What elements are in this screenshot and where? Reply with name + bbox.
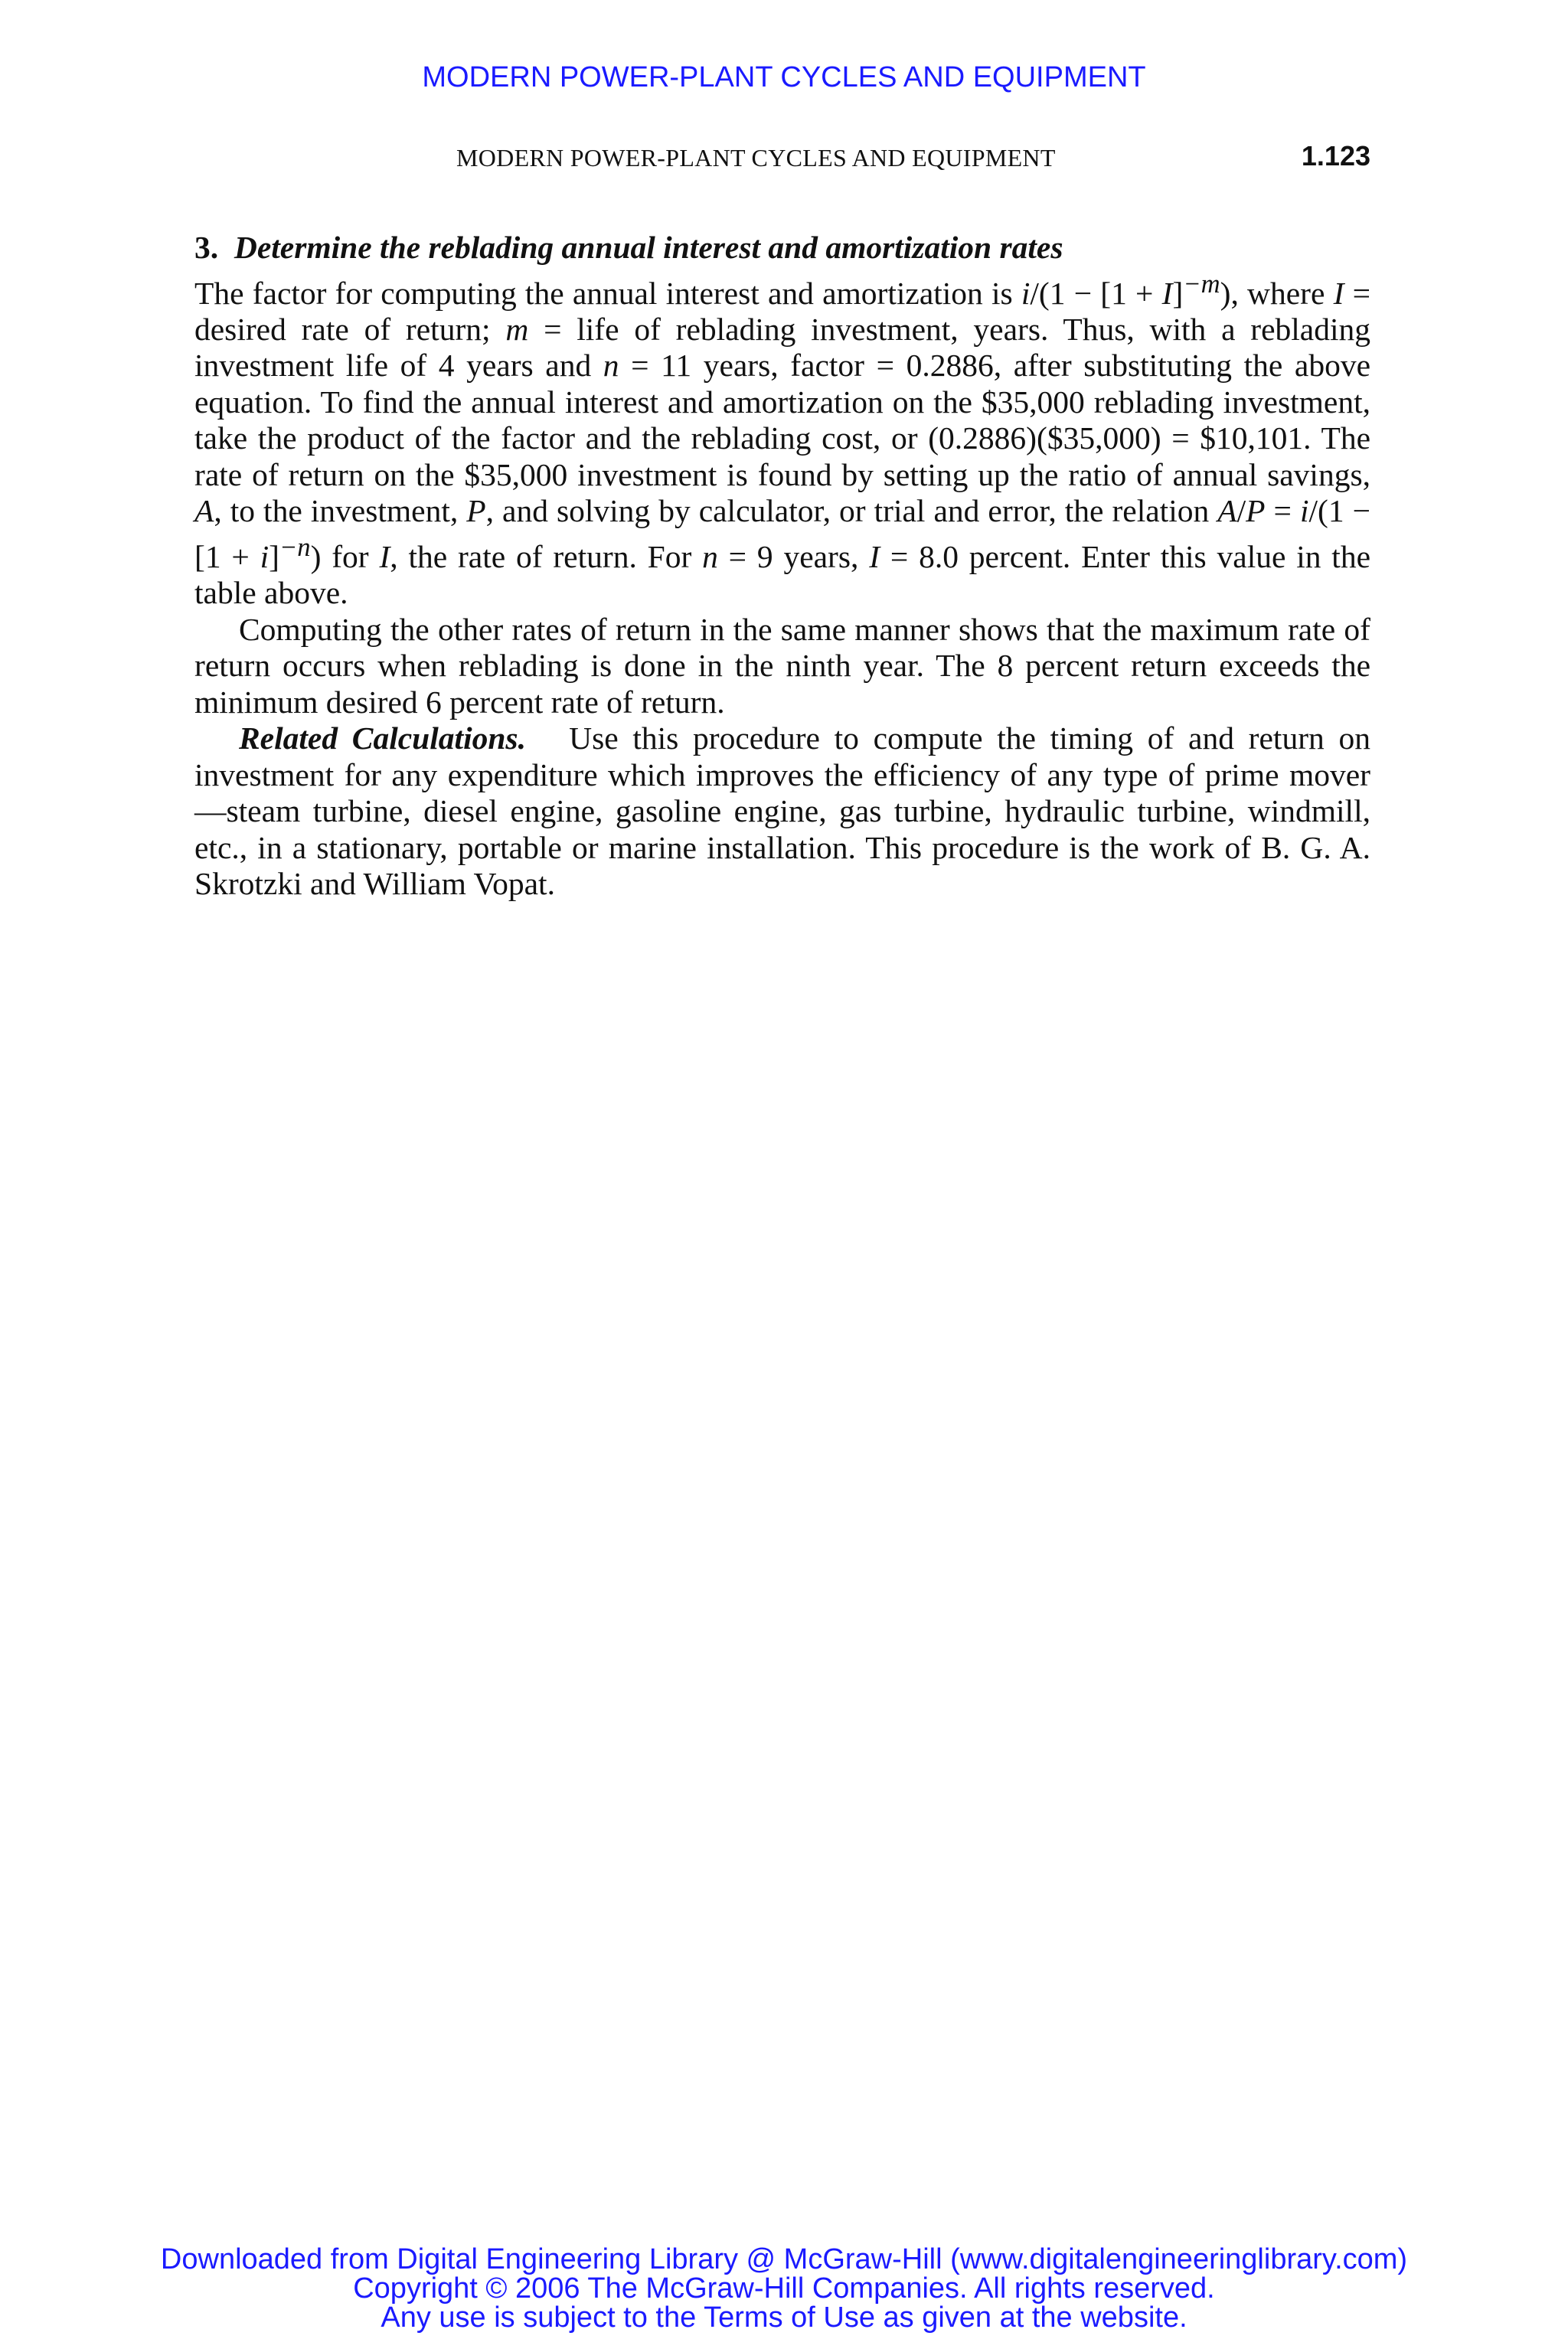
text: /(1 − [1 + — [1030, 275, 1162, 311]
var: I — [1161, 275, 1173, 311]
related-calculations-label: Related Calculations. — [239, 720, 526, 756]
var: I — [1333, 275, 1344, 311]
text: = 9 years, — [717, 538, 870, 574]
var: P — [466, 493, 486, 529]
step-3-paragraph — [194, 230, 1370, 612]
text: = 8.0 percent. Enter this value in the table above. — [194, 538, 1371, 611]
page-body — [194, 230, 1370, 903]
exponent: −m — [1183, 269, 1220, 299]
var: P — [1246, 493, 1266, 529]
text: ) for — [310, 538, 380, 574]
text: ), where — [1220, 275, 1334, 311]
running-head: MODERN POWER-PLANT CYCLES AND EQUIPMENT — [456, 144, 1056, 172]
step-number: 3. — [194, 230, 219, 265]
var: i — [260, 538, 270, 574]
related-calculations-text: Use this procedure to compute the timing of and return on investment for any expenditure which improves the efficiency of any type of prime mover—steam turbine, diesel engine, gasoline engine, gas turbine, hydraulic turbine, windmill, etc., in a stationary, portable or marine installation. This procedure is the work of B. G. A. Skrotzki and William Vopat. — [194, 720, 1370, 902]
footer-download-link[interactable]: Downloaded from Digital Engineering Library @ McGraw-Hill (www.digitalengineeringlibrary.com) — [160, 2243, 1408, 2275]
text: = 11 years, factor = 0.2886, after substituting the above equation. To find the annual interest and amortization on the $35,000 reblading investment, take the product of the factor and the reblading cost, or (0.2886)($35,000) = $10,101. The rate of return on the $35,000 investment is found by setting up the ratio of annual savings, — [194, 348, 1370, 492]
text: The factor for computing the annual interest and amortization is — [194, 275, 1021, 311]
text: / — [1236, 493, 1246, 529]
text: = desired rate of return; — [194, 275, 1371, 347]
related-calculations-paragraph — [194, 720, 1370, 903]
var: A — [1217, 493, 1237, 529]
var: i — [1021, 275, 1031, 311]
text: /(1 − [1 + — [194, 493, 1371, 574]
var: m — [505, 311, 529, 347]
text: = — [1265, 493, 1300, 529]
footer — [0, 2245, 1568, 2332]
var: n — [702, 538, 718, 574]
var: n — [603, 348, 619, 384]
var: A — [194, 493, 214, 529]
footer-copyright: Copyright © 2006 The McGraw-Hill Companies. All rights reserved. — [353, 2272, 1215, 2305]
paragraph-rates: Computing the other rates of return in the same manner shows that the maximum rate of return occurs when reblading is done in the ninth year. The 8 percent return exceeds the minimum desired 6 percent rate of return. — [194, 611, 1370, 720]
step-heading — [194, 230, 1063, 265]
var: I — [869, 538, 880, 574]
text: = life of reblading investment, years. Thus, with a reblading investment life of 4 years and — [194, 311, 1370, 384]
text: , the rate of return. For — [390, 538, 703, 574]
text: ] — [1172, 275, 1184, 311]
step-title: Determine the reblading annual interest and amortization rates — [234, 230, 1063, 265]
exponent: −n — [279, 532, 311, 562]
var: i — [1299, 493, 1309, 529]
text: ] — [269, 538, 279, 574]
text: , to the investment, — [214, 493, 467, 529]
footer-terms-link[interactable]: Any use is subject to the Terms of Use as given at the website. — [381, 2301, 1187, 2334]
var: I — [379, 538, 390, 574]
site-banner[interactable]: MODERN POWER-PLANT CYCLES AND EQUIPMENT — [422, 61, 1146, 93]
page-number: 1.123 — [1301, 140, 1370, 172]
text: , and solving by calculator, or trial and error, the relation — [485, 493, 1218, 529]
